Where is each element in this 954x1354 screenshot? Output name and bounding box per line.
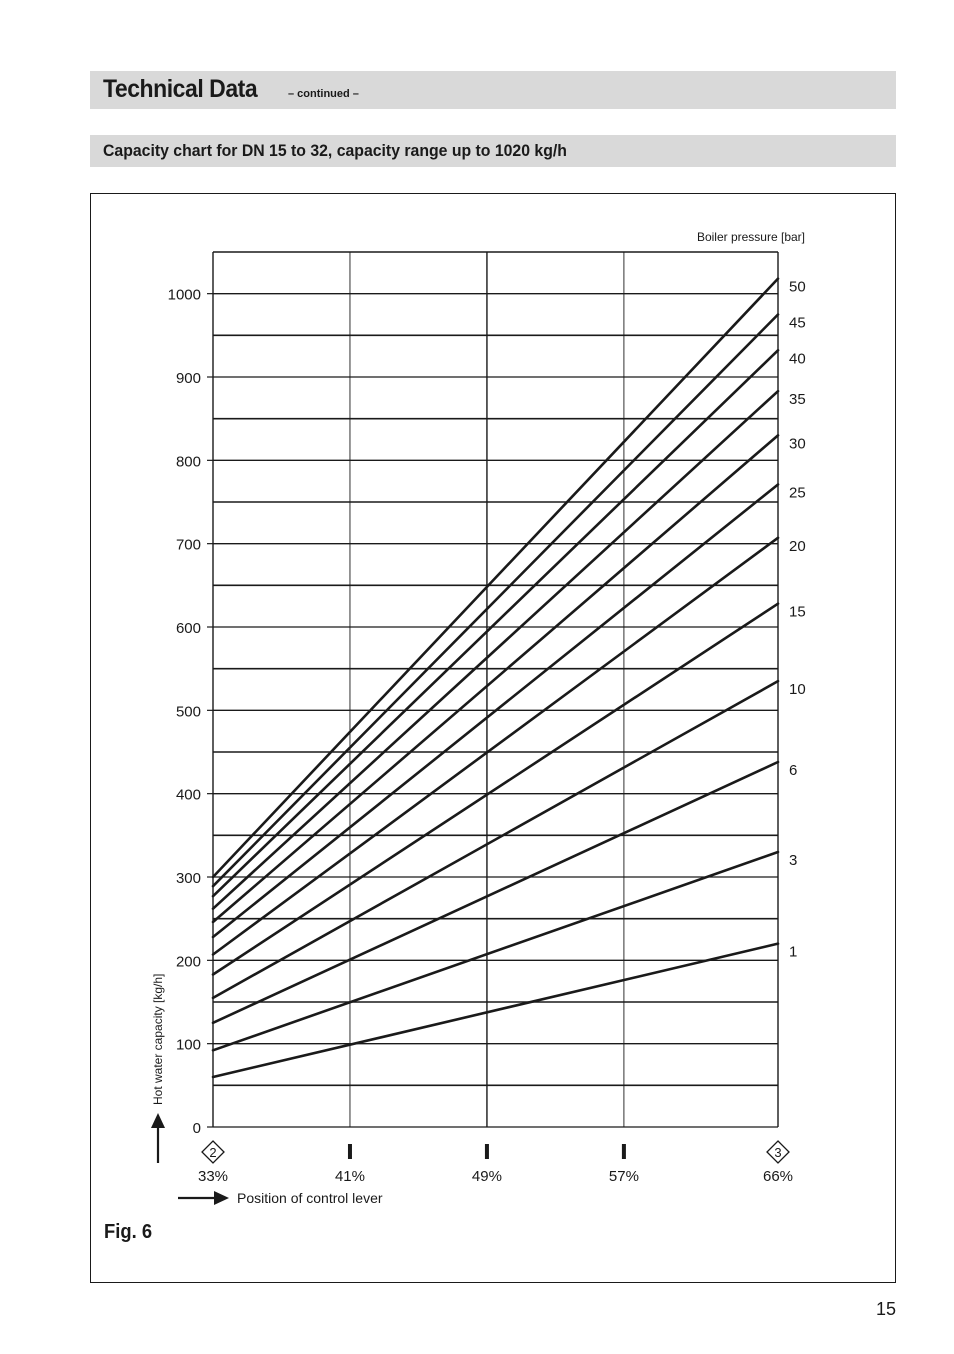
series-label-50: 50 bbox=[789, 278, 806, 296]
series-label-45: 45 bbox=[789, 314, 806, 332]
x-tick-mark bbox=[622, 1144, 626, 1159]
x-marker-label: 3 bbox=[774, 1145, 782, 1160]
x-tick-label: 66% bbox=[762, 1168, 794, 1185]
series-line-1 bbox=[213, 944, 778, 1077]
y-tick-label: 600 bbox=[175, 620, 201, 637]
y-tick-label: 800 bbox=[175, 453, 201, 471]
page-subtitle: – continued – bbox=[288, 88, 359, 100]
x-axis-arrow-head bbox=[214, 1191, 229, 1205]
x-axis-label: Position of control lever bbox=[237, 1190, 383, 1206]
x-tick-label: 57% bbox=[608, 1168, 639, 1185]
y-tick-label: 1000 bbox=[167, 286, 201, 304]
y-tick-label: 900 bbox=[175, 370, 201, 387]
y-tick-label: 300 bbox=[175, 870, 201, 887]
series-line-35 bbox=[213, 391, 778, 909]
series-label-3: 3 bbox=[789, 852, 798, 869]
y-tick-label: 500 bbox=[175, 703, 201, 721]
legend-title: Boiler pressure [bar] bbox=[696, 230, 805, 244]
series-label-35: 35 bbox=[789, 391, 806, 409]
series-label-20: 20 bbox=[789, 537, 806, 555]
figure-label: Fig. 6 bbox=[104, 1221, 153, 1243]
y-tick-label: 0 bbox=[192, 1120, 201, 1137]
page-number: 15 bbox=[876, 1299, 897, 1319]
page-title: Technical Data bbox=[103, 75, 258, 103]
x-tick-label: 33% bbox=[197, 1168, 229, 1185]
x-tick-mark bbox=[348, 1144, 352, 1159]
series-label-10: 10 bbox=[789, 681, 806, 699]
y-tick-label: 700 bbox=[175, 536, 201, 554]
x-tick-mark bbox=[485, 1144, 489, 1159]
series-line-50 bbox=[213, 279, 778, 877]
x-marker-label: 2 bbox=[209, 1145, 217, 1160]
y-tick-label: 100 bbox=[175, 1036, 201, 1054]
y-axis-arrow-head bbox=[151, 1113, 165, 1128]
y-axis-label: Hot water capacity [kg/h] bbox=[151, 973, 165, 1105]
y-tick-label: 400 bbox=[175, 786, 201, 804]
series-label-15: 15 bbox=[789, 603, 806, 621]
series-label-1: 1 bbox=[789, 943, 798, 961]
series-label-6: 6 bbox=[789, 762, 798, 779]
series-label-25: 25 bbox=[789, 484, 806, 502]
x-tick-label: 41% bbox=[334, 1168, 365, 1185]
section-title: Capacity chart for DN 15 to 32, capacity range up to 1020 kg/h bbox=[103, 141, 567, 160]
x-tick-label: 49% bbox=[471, 1168, 502, 1185]
series-line-40 bbox=[213, 350, 778, 896]
series-line-30 bbox=[213, 435, 778, 922]
series-label-30: 30 bbox=[789, 435, 806, 453]
series-label-40: 40 bbox=[789, 350, 806, 368]
y-tick-label: 200 bbox=[175, 953, 201, 971]
